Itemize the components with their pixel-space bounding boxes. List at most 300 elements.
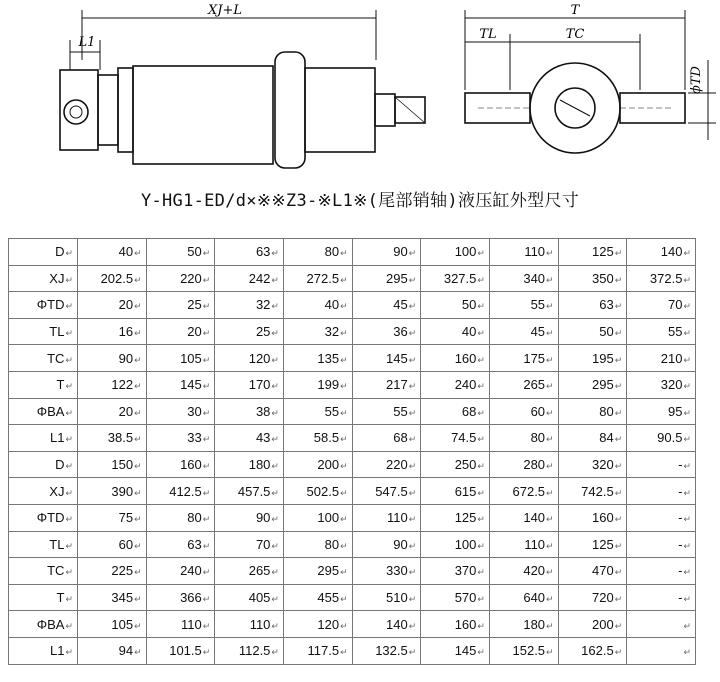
- cell-text: 145: [386, 350, 408, 366]
- cell-text: 180: [523, 616, 546, 632]
- value-cell: [489, 451, 558, 478]
- cell-text: 145: [454, 643, 477, 659]
- cell-end-mark-icon: ↵: [134, 514, 142, 525]
- value-cell: [352, 239, 421, 266]
- cell-text: 140: [386, 616, 408, 632]
- cell-end-mark-icon: ↵: [271, 407, 279, 418]
- cell-text: 240: [180, 563, 202, 579]
- cell-end-mark-icon: ↵: [202, 461, 211, 472]
- value-cell: [558, 478, 627, 505]
- cell-text: 145: [180, 377, 202, 393]
- cell-text: 250: [454, 457, 477, 473]
- cell-text: 50: [187, 244, 202, 260]
- cell-end-mark-icon: ↵: [477, 487, 485, 498]
- cell-end-mark-icon: ↵: [202, 567, 211, 578]
- cell-text: -: [678, 457, 683, 473]
- cell-end-mark-icon: ↵: [202, 647, 211, 658]
- cell-text: 70: [255, 536, 271, 552]
- cell-end-mark-icon: ↵: [134, 354, 142, 365]
- cell-text: 350: [592, 270, 614, 286]
- cell-text: 117.5: [307, 643, 340, 659]
- value-cell: [558, 239, 627, 266]
- value-cell: [78, 611, 147, 638]
- cell-end-mark-icon: ↵: [614, 461, 623, 472]
- cell-end-mark-icon: ↵: [202, 248, 211, 259]
- cell-text: 32: [255, 297, 271, 313]
- cell-end-mark-icon: ↵: [271, 301, 279, 312]
- cell-text: 295: [317, 563, 340, 579]
- cell-text: 40: [118, 244, 134, 260]
- cell-end-mark-icon: ↵: [134, 248, 142, 259]
- cell-end-mark-icon: ↵: [271, 274, 279, 285]
- cell-text: TL: [49, 536, 65, 552]
- cell-end-mark-icon: ↵: [546, 594, 554, 605]
- value-cell: [558, 611, 627, 638]
- value-cell: [421, 558, 490, 585]
- table-row: [9, 292, 696, 319]
- cell-end-mark-icon: ↵: [271, 248, 279, 259]
- cell-text: 195: [592, 350, 614, 366]
- table-row: [9, 611, 696, 638]
- cell-end-mark-icon: ↵: [65, 274, 73, 285]
- cell-end-mark-icon: ↵: [65, 514, 73, 525]
- cell-end-mark-icon: ↵: [408, 407, 417, 418]
- cell-end-mark-icon: ↵: [477, 461, 485, 472]
- cell-end-mark-icon: ↵: [683, 514, 691, 525]
- value-cell: [215, 265, 284, 292]
- value-cell: [78, 504, 147, 531]
- cell-text: 120: [248, 350, 271, 366]
- value-cell: [146, 345, 215, 372]
- value-cell: [146, 371, 215, 398]
- value-cell: [627, 265, 696, 292]
- cell-end-mark-icon: ↵: [271, 540, 279, 551]
- value-cell: [352, 398, 421, 425]
- cell-end-mark-icon: ↵: [477, 274, 485, 285]
- row-label-cell: [9, 558, 78, 585]
- cell-text: 320: [592, 457, 614, 473]
- value-cell: [78, 345, 147, 372]
- cell-text: 180: [248, 457, 271, 473]
- cell-end-mark-icon: ↵: [683, 594, 691, 605]
- value-cell: [421, 584, 490, 611]
- cell-text: 160: [180, 457, 202, 473]
- cell-text: 265: [248, 563, 271, 579]
- cell-text: 38.5: [107, 430, 134, 446]
- cell-text: ΦTD: [36, 510, 65, 526]
- cell-end-mark-icon: ↵: [271, 567, 279, 578]
- cell-text: 122: [111, 377, 134, 393]
- table-row: [9, 451, 696, 478]
- cell-text: 50: [599, 324, 614, 340]
- cell-text: 125: [454, 510, 477, 526]
- value-cell: [215, 531, 284, 558]
- cell-text: 202.5: [100, 270, 134, 286]
- value-cell: [558, 345, 627, 372]
- value-cell: [558, 531, 627, 558]
- cell-text: -: [678, 510, 683, 526]
- cell-text: 20: [118, 297, 134, 313]
- cell-text: 220: [386, 457, 408, 473]
- cell-text: 100: [454, 244, 477, 260]
- cell-end-mark-icon: ↵: [65, 487, 73, 498]
- value-cell: [558, 637, 627, 664]
- value-cell: [352, 478, 421, 505]
- value-cell: [421, 451, 490, 478]
- value-cell: [283, 558, 352, 585]
- cell-text: XJ: [49, 270, 65, 286]
- cell-end-mark-icon: ↵: [477, 620, 485, 631]
- cell-text: 32: [324, 324, 340, 340]
- cell-end-mark-icon: ↵: [340, 487, 348, 498]
- value-cell: [421, 478, 490, 505]
- value-cell: [489, 318, 558, 345]
- row-label-cell: [9, 584, 78, 611]
- value-cell: [283, 292, 352, 319]
- cell-end-mark-icon: ↵: [408, 514, 417, 525]
- cell-end-mark-icon: ↵: [340, 647, 348, 658]
- cell-end-mark-icon: ↵: [340, 381, 348, 392]
- cell-end-mark-icon: ↵: [65, 434, 73, 445]
- cell-text: 90: [393, 536, 408, 552]
- cell-end-mark-icon: ↵: [614, 567, 623, 578]
- cell-text: 162.5: [581, 643, 614, 659]
- value-cell: [352, 451, 421, 478]
- cell-text: 210: [660, 350, 683, 366]
- cell-text: 63: [599, 297, 614, 313]
- cell-end-mark-icon: ↵: [614, 540, 623, 551]
- row-label-cell: [9, 425, 78, 452]
- cell-text: 84: [599, 430, 614, 446]
- cell-end-mark-icon: ↵: [546, 461, 554, 472]
- cell-end-mark-icon: ↵: [408, 647, 417, 658]
- cell-end-mark-icon: ↵: [614, 248, 623, 259]
- cell-text: 412.5: [169, 483, 202, 499]
- value-cell: [215, 292, 284, 319]
- cell-end-mark-icon: ↵: [65, 620, 73, 631]
- cell-end-mark-icon: ↵: [65, 540, 73, 551]
- cell-text: 68: [393, 430, 408, 446]
- value-cell: [489, 504, 558, 531]
- cell-text: 125: [592, 244, 614, 260]
- row-label-cell: [9, 239, 78, 266]
- value-cell: [558, 425, 627, 452]
- value-cell: [283, 451, 352, 478]
- end-center-dimension-label: TC: [565, 27, 585, 42]
- cell-text: 570: [454, 590, 477, 606]
- value-cell: [489, 371, 558, 398]
- value-cell: [215, 558, 284, 585]
- cell-text: 58.5: [313, 430, 340, 446]
- cell-text: T: [56, 590, 65, 606]
- value-cell: [627, 611, 696, 638]
- cell-text: 30: [187, 403, 202, 419]
- row-label-cell: [9, 637, 78, 664]
- cell-text: 366: [180, 590, 202, 606]
- cell-end-mark-icon: ↵: [340, 514, 348, 525]
- value-cell: [489, 398, 558, 425]
- cell-end-mark-icon: ↵: [477, 540, 485, 551]
- value-cell: [421, 292, 490, 319]
- value-cell: [215, 345, 284, 372]
- cell-end-mark-icon: ↵: [271, 381, 279, 392]
- cell-text: 242: [248, 270, 271, 286]
- value-cell: [627, 318, 696, 345]
- cell-end-mark-icon: ↵: [614, 647, 623, 658]
- cell-text: 33: [187, 430, 202, 446]
- value-cell: [421, 239, 490, 266]
- cell-end-mark-icon: ↵: [134, 301, 142, 312]
- value-cell: [283, 371, 352, 398]
- value-cell: [78, 425, 147, 452]
- cell-text: D: [55, 457, 65, 473]
- cell-text: 370: [454, 563, 477, 579]
- cell-end-mark-icon: ↵: [477, 567, 485, 578]
- cell-text: 60: [530, 403, 546, 419]
- cell-text: 45: [393, 297, 408, 313]
- cell-text: 105: [180, 350, 202, 366]
- cell-end-mark-icon: ↵: [614, 487, 623, 498]
- value-cell: [421, 611, 490, 638]
- cell-end-mark-icon: ↵: [683, 647, 691, 658]
- cell-text: TC: [47, 563, 65, 579]
- value-cell: [146, 637, 215, 664]
- value-cell: [489, 478, 558, 505]
- cell-text: 199: [317, 377, 340, 393]
- cell-end-mark-icon: ↵: [65, 248, 73, 259]
- cell-end-mark-icon: ↵: [134, 381, 142, 392]
- cell-end-mark-icon: ↵: [614, 354, 623, 365]
- value-cell: [352, 504, 421, 531]
- value-cell: [489, 345, 558, 372]
- value-cell: [627, 398, 696, 425]
- value-cell: [78, 637, 147, 664]
- value-cell: [215, 584, 284, 611]
- cell-end-mark-icon: ↵: [546, 301, 554, 312]
- cell-text: 420: [523, 563, 546, 579]
- cell-text: 160: [592, 510, 614, 526]
- cell-end-mark-icon: ↵: [202, 487, 211, 498]
- cell-end-mark-icon: ↵: [477, 407, 485, 418]
- value-cell: [283, 345, 352, 372]
- value-cell: [215, 504, 284, 531]
- cell-end-mark-icon: ↵: [65, 381, 73, 392]
- cell-text: 132.5: [375, 643, 408, 659]
- cell-text: 16: [118, 324, 134, 340]
- value-cell: [489, 425, 558, 452]
- cell-text: 75: [118, 510, 134, 526]
- cell-text: 170: [248, 377, 271, 393]
- cell-end-mark-icon: ↵: [340, 594, 348, 605]
- value-cell: [558, 318, 627, 345]
- table-row: [9, 371, 696, 398]
- cell-end-mark-icon: ↵: [546, 248, 554, 259]
- cell-text: 240: [454, 377, 477, 393]
- value-cell: [627, 558, 696, 585]
- value-cell: [146, 318, 215, 345]
- cell-end-mark-icon: ↵: [134, 461, 142, 472]
- value-cell: [352, 345, 421, 372]
- cell-text: 470: [592, 563, 614, 579]
- cell-text: 94: [118, 643, 134, 659]
- cell-end-mark-icon: ↵: [614, 381, 623, 392]
- cell-text: 50: [461, 297, 477, 313]
- cell-end-mark-icon: ↵: [408, 594, 417, 605]
- value-cell: [146, 292, 215, 319]
- cell-end-mark-icon: ↵: [65, 407, 73, 418]
- cell-text: 100: [317, 510, 340, 526]
- cell-text: 160: [454, 616, 477, 632]
- cell-end-mark-icon: ↵: [683, 461, 691, 472]
- value-cell: [78, 478, 147, 505]
- row-label-cell: [9, 451, 78, 478]
- cell-end-mark-icon: ↵: [683, 540, 691, 551]
- cell-end-mark-icon: ↵: [546, 620, 554, 631]
- value-cell: [627, 292, 696, 319]
- cell-text: 672.5: [512, 483, 546, 499]
- cell-text: 280: [523, 457, 546, 473]
- diameter-dimension-label: ϕTD: [689, 66, 704, 94]
- value-cell: [215, 318, 284, 345]
- cell-text: 43: [255, 430, 271, 446]
- cell-text: 80: [599, 403, 614, 419]
- cell-text: 112.5: [238, 643, 271, 659]
- cell-end-mark-icon: ↵: [65, 301, 73, 312]
- cell-end-mark-icon: ↵: [134, 620, 142, 631]
- cell-end-mark-icon: ↵: [340, 407, 348, 418]
- value-cell: [489, 239, 558, 266]
- value-cell: [78, 398, 147, 425]
- cell-end-mark-icon: ↵: [614, 434, 623, 445]
- cell-text: 327.5: [443, 270, 477, 286]
- value-cell: [146, 611, 215, 638]
- row-label-cell: [9, 398, 78, 425]
- value-cell: [283, 265, 352, 292]
- cell-text: 20: [118, 403, 134, 419]
- cell-text: 720: [592, 590, 614, 606]
- cell-end-mark-icon: ↵: [477, 328, 485, 339]
- cell-end-mark-icon: ↵: [477, 248, 485, 259]
- cell-end-mark-icon: ↵: [340, 248, 348, 259]
- cell-end-mark-icon: ↵: [340, 567, 348, 578]
- cell-text: 405: [248, 590, 271, 606]
- row-label-cell: [9, 504, 78, 531]
- value-cell: [352, 531, 421, 558]
- cell-text: 38: [255, 403, 271, 419]
- cell-text: 70: [667, 297, 683, 313]
- value-cell: [558, 398, 627, 425]
- value-cell: [421, 265, 490, 292]
- cell-end-mark-icon: ↵: [134, 407, 142, 418]
- value-cell: [78, 265, 147, 292]
- cell-end-mark-icon: ↵: [683, 274, 691, 285]
- cell-end-mark-icon: ↵: [271, 620, 279, 631]
- cell-end-mark-icon: ↵: [340, 540, 348, 551]
- cell-end-mark-icon: ↵: [202, 381, 211, 392]
- cell-text: 390: [111, 483, 134, 499]
- cell-end-mark-icon: ↵: [202, 274, 211, 285]
- table-row: [9, 558, 696, 585]
- cell-text: 217: [386, 377, 408, 393]
- cell-end-mark-icon: ↵: [683, 328, 691, 339]
- cell-text: 90.5: [657, 430, 683, 446]
- value-cell: [558, 371, 627, 398]
- value-cell: [215, 398, 284, 425]
- cell-text: 55: [393, 403, 408, 419]
- value-cell: [352, 611, 421, 638]
- cell-end-mark-icon: ↵: [614, 301, 623, 312]
- cell-text: L1: [49, 643, 65, 659]
- cell-end-mark-icon: ↵: [683, 434, 691, 445]
- cell-end-mark-icon: ↵: [614, 407, 623, 418]
- cell-end-mark-icon: ↵: [408, 328, 417, 339]
- cell-text: 60: [118, 536, 134, 552]
- cell-text: 330: [386, 563, 408, 579]
- cell-text: 125: [592, 536, 614, 552]
- value-cell: [352, 318, 421, 345]
- cell-end-mark-icon: ↵: [340, 461, 348, 472]
- cell-end-mark-icon: ↵: [202, 328, 211, 339]
- cell-text: 272.5: [306, 270, 340, 286]
- value-cell: [558, 558, 627, 585]
- cell-end-mark-icon: ↵: [65, 328, 73, 339]
- pin-dimension-label: L1: [78, 35, 96, 50]
- cell-end-mark-icon: ↵: [546, 274, 554, 285]
- cell-end-mark-icon: ↵: [271, 354, 279, 365]
- cylinder-dimension-drawing: [0, 0, 720, 182]
- value-cell: [78, 318, 147, 345]
- cell-end-mark-icon: ↵: [271, 487, 279, 498]
- cell-end-mark-icon: ↵: [408, 461, 417, 472]
- value-cell: [489, 265, 558, 292]
- value-cell: [627, 478, 696, 505]
- cell-text: 110: [524, 244, 546, 260]
- value-cell: [489, 611, 558, 638]
- value-cell: [558, 292, 627, 319]
- value-cell: [78, 531, 147, 558]
- cell-text: 55: [324, 403, 340, 419]
- cell-end-mark-icon: ↵: [202, 620, 211, 631]
- cell-end-mark-icon: ↵: [683, 381, 691, 392]
- cell-text: 90: [393, 244, 408, 260]
- cell-text: 80: [530, 430, 546, 446]
- cell-text: 63: [187, 536, 202, 552]
- row-label-cell: [9, 292, 78, 319]
- cell-end-mark-icon: ↵: [546, 647, 554, 658]
- cell-end-mark-icon: ↵: [683, 248, 691, 259]
- cell-text: L1: [49, 430, 65, 446]
- cell-end-mark-icon: ↵: [134, 540, 142, 551]
- cell-end-mark-icon: ↵: [202, 514, 211, 525]
- cell-text: T: [56, 377, 65, 393]
- cell-text: 95: [667, 403, 683, 419]
- cell-end-mark-icon: ↵: [65, 594, 73, 605]
- cell-end-mark-icon: ↵: [683, 354, 691, 365]
- value-cell: [215, 637, 284, 664]
- cell-text: ΦBA: [36, 403, 65, 419]
- value-cell: [421, 371, 490, 398]
- cell-end-mark-icon: ↵: [65, 567, 73, 578]
- value-cell: [78, 584, 147, 611]
- cell-text: 152.5: [512, 643, 546, 659]
- table-row: [9, 318, 696, 345]
- value-cell: [283, 584, 352, 611]
- value-cell: [558, 504, 627, 531]
- row-label-cell: [9, 318, 78, 345]
- cell-end-mark-icon: ↵: [340, 434, 348, 445]
- row-label-cell: [9, 531, 78, 558]
- value-cell: [489, 292, 558, 319]
